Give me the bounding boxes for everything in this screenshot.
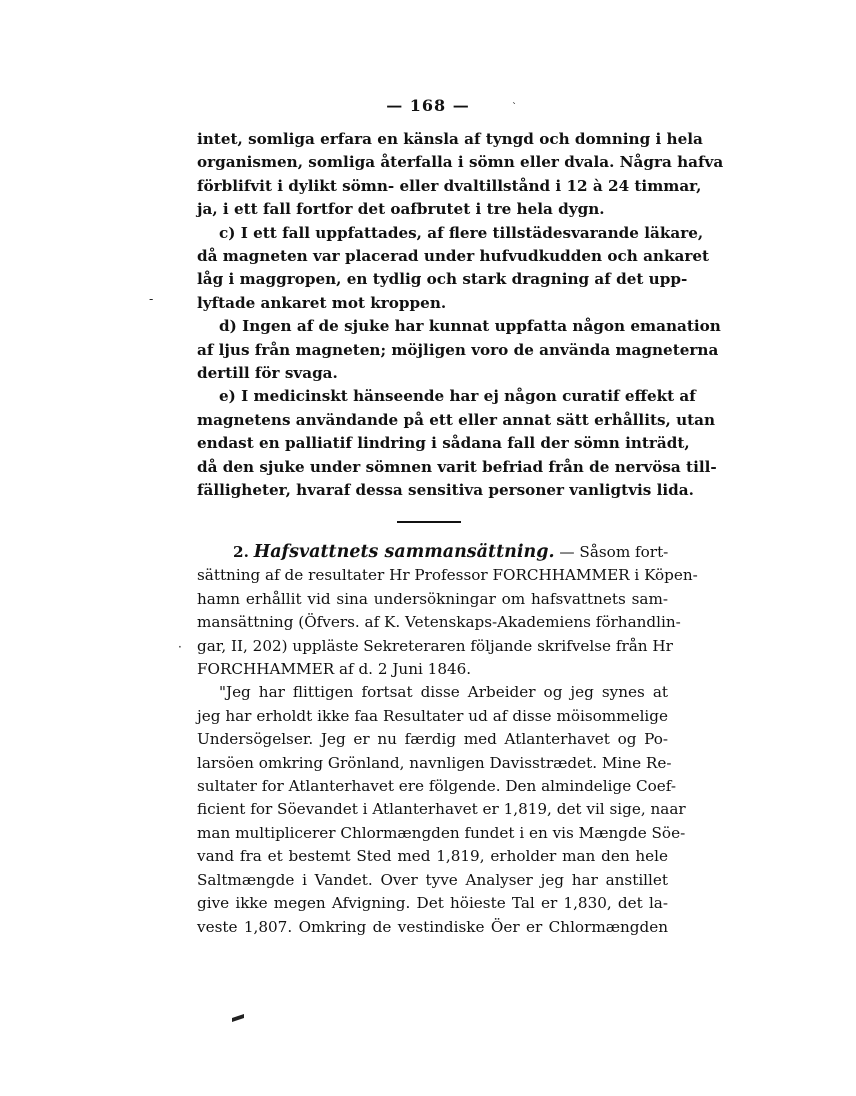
text-line: af ljus från magneten; möjligen voro de använda magneterna (197, 340, 719, 359)
page-number: — 168 — (386, 96, 470, 115)
text-line: magnetens användande på ett eller annat sätt erhållits, utan (197, 410, 716, 429)
text-line: veste 1,807. Omkring de vestindiske Öer er Chlormængden (197, 917, 668, 936)
text-line: Saltmængde i Vandet. Over tyve Analyser jeg har anstillet (197, 870, 668, 889)
text-line: "Jeg har flittigen fortsat disse Arbeider og jeg synes at (219, 683, 668, 702)
text-line: organismen, somliga återfalla i sömn eller dvala. Några hafva (197, 153, 724, 172)
text-line: hamn erhållit vid sina undersökningar om hafsvattnets sam- (197, 589, 668, 608)
text-line: då magneten var placerad under hufvudkudden och ankaret (197, 247, 710, 266)
section-title-suffix: — Såsom fort- (554, 543, 669, 561)
text-line: ficient for Söevandet i Atlanterhavet er 1,819, det vil sige, naar (197, 800, 686, 819)
text-line: intet, somliga erfara en känsla af tyngd och domning i hela (197, 130, 703, 148)
section-divider (397, 521, 461, 523)
text-line: förblifvit i dylikt sömn- eller dvaltillstånd i 12 à 24 timmar, (197, 176, 702, 195)
text-line: sättning af de resultater Hr Professor FORCHHAMMER i Köpen- (197, 566, 698, 585)
text-line: FORCHHAMMER af d. 2 Juni 1846. (197, 660, 472, 679)
section-title: Hafsvattnets sammansättning. (253, 542, 555, 562)
text-line: vand fra et bestemt Sted med 1,819, erholder man den hele (197, 847, 668, 866)
text-line: mansättning (Öfvers. af K. Vetenskaps-Akademiens förhandlin- (197, 613, 681, 632)
print-speck: ` (512, 102, 517, 113)
text-line: dertill för svaga. (197, 364, 338, 383)
section-1-text (197, 128, 724, 503)
text-line: sultater for Atlanterhavet ere fölgende. Den almindelige Coef- (197, 777, 676, 796)
section-heading (197, 541, 668, 564)
section-2-text (197, 541, 698, 939)
scan-speck (232, 1014, 244, 1022)
text-line: c) I ett fall uppfattades, af flere tillstädesvarande läkare, (219, 223, 704, 242)
text-line: man multiplicerer Chlormængden fundet i en vis Mængde Söe- (197, 823, 686, 842)
text-line: lyftade ankaret mot kroppen. (197, 293, 447, 312)
text-line: låg i maggropen, en tydlig och stark dragning af det upp- (197, 270, 688, 289)
text-line: Undersögelser. Jeg er nu færdig med Atlanterhavet og Po- (197, 730, 668, 749)
text-line: endast en palliatif lindring i sådana fall der sömn inträdt, (197, 434, 690, 453)
text-line: då den sjuke under sömnen varit befriad från de nervösa till- (197, 457, 717, 476)
margin-mark: - (149, 292, 154, 306)
margin-mark: · (178, 640, 182, 654)
text-line: d) Ingen af de sjuke har kunnat uppfatta någon emanation (219, 317, 721, 336)
text-line: fälligheter, hvaraf dessa sensitiva personer vanligtvis lida. (197, 481, 694, 500)
text-line: ja, i ett fall fortfor det oafbrutet i tre hela dygn. (197, 200, 605, 219)
text-line: give ikke megen Afvigning. Det höieste Tal er 1,830, det la- (197, 894, 668, 913)
section-number: 2. (233, 543, 249, 561)
text-line: gar, II, 202) uppläste Sekreteraren följande skrifvelse från Hr (197, 636, 673, 655)
text-line: e) I medicinskt hänseende har ej någon curatif effekt af (219, 387, 696, 406)
text-line: larsöen omkring Grönland, navnligen Davisstrædet. Mine Re- (197, 753, 672, 772)
text-line: jeg har erholdt ikke faa Resultater ud af disse möisommelige (197, 706, 668, 725)
